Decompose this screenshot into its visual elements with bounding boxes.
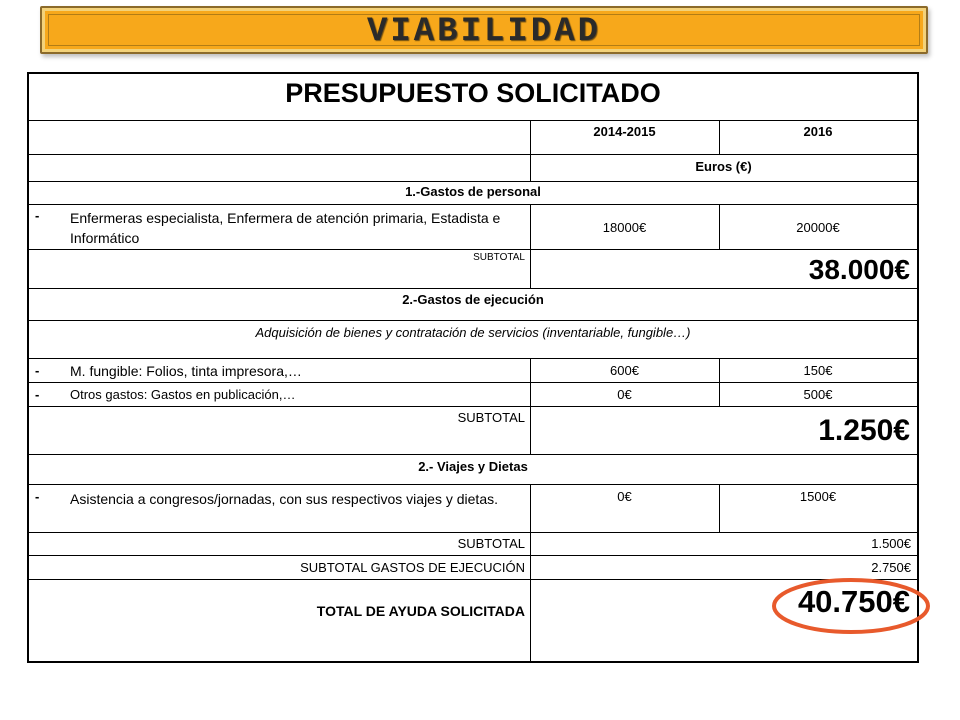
row-divider [29,454,917,455]
section-3-heading: 2.- Viajes y Dietas [418,459,528,474]
expense-value-2016: 20000€ [796,220,840,235]
subtotal-label: SUBTOTAL [457,410,525,425]
row-divider [29,484,917,485]
expense-value-2014: 18000€ [602,220,647,235]
bullet-dash: - [35,489,40,504]
currency-label: Euros (€) [695,159,752,174]
row-divider [29,288,917,289]
section-2-note: Adquisición de bienes y contratación de servicios (inventariable, fungible…) [255,325,691,340]
bullet-dash: - [35,208,40,223]
row-divider [29,382,917,383]
total-value: 40.750€ [797,584,910,619]
expense-value-2016: 1500€ [799,489,837,504]
expense-item-travel: Asistencia a congresos/jornadas, con sus respectivos viajes y dietas. [70,491,498,507]
row-divider [29,204,917,205]
expense-item-fungible: M. fungible: Folios, tinta impresora,… [70,363,302,379]
expense-value-2014: 0€ [617,387,632,402]
expense-value-2016: 150€ [803,363,833,378]
section-1-heading: 1.-Gastos de personal [405,184,541,199]
subtotal-value: 38.000€ [808,254,910,285]
row-divider [29,120,917,121]
subtotal-value: 1.250€ [818,414,910,447]
expense-item-publication: Otros gastos: Gastos en publicación,… [70,387,296,402]
total-highlight-circle [770,576,932,638]
row-divider [29,406,917,407]
row-divider [29,532,917,533]
row-divider [29,358,917,359]
subtotal-execution-label: SUBTOTAL GASTOS DE EJECUCIÓN [300,560,525,575]
row-divider [29,249,917,250]
expense-item-personal: Enfermeras especialista, Enfermera de atención primaria, Estadista e Informático [70,210,501,246]
row-divider [29,555,917,556]
subtotal-label: SUBTOTAL [473,252,525,263]
subtotal-label: SUBTOTAL [457,536,525,551]
expense-value-2014: 600€ [610,363,639,378]
highlight-ellipse [774,580,928,632]
year-header-2: 2016 [803,124,833,139]
row-divider [29,320,917,321]
subtotal-value: 1.500€ [871,536,911,551]
row-divider [29,154,917,155]
row-divider [29,181,917,182]
total-label: TOTAL DE AYUDA SOLICITADA [316,603,525,619]
bullet-dash: - [35,363,40,378]
expense-value-2014: 0€ [617,489,632,504]
bullet-dash: - [35,387,40,402]
budget-table [27,72,919,663]
year-header-1: 2014-2015 [593,124,656,139]
section-2-heading: 2.-Gastos de ejecución [402,292,544,307]
expense-value-2016: 500€ [803,387,833,402]
table-title: PRESUPUESTO SOLICITADO [285,78,661,108]
subtotal-execution-value: 2.750€ [871,560,911,575]
title-banner [40,6,928,54]
banner-title: VIABILIDAD [366,13,602,51]
